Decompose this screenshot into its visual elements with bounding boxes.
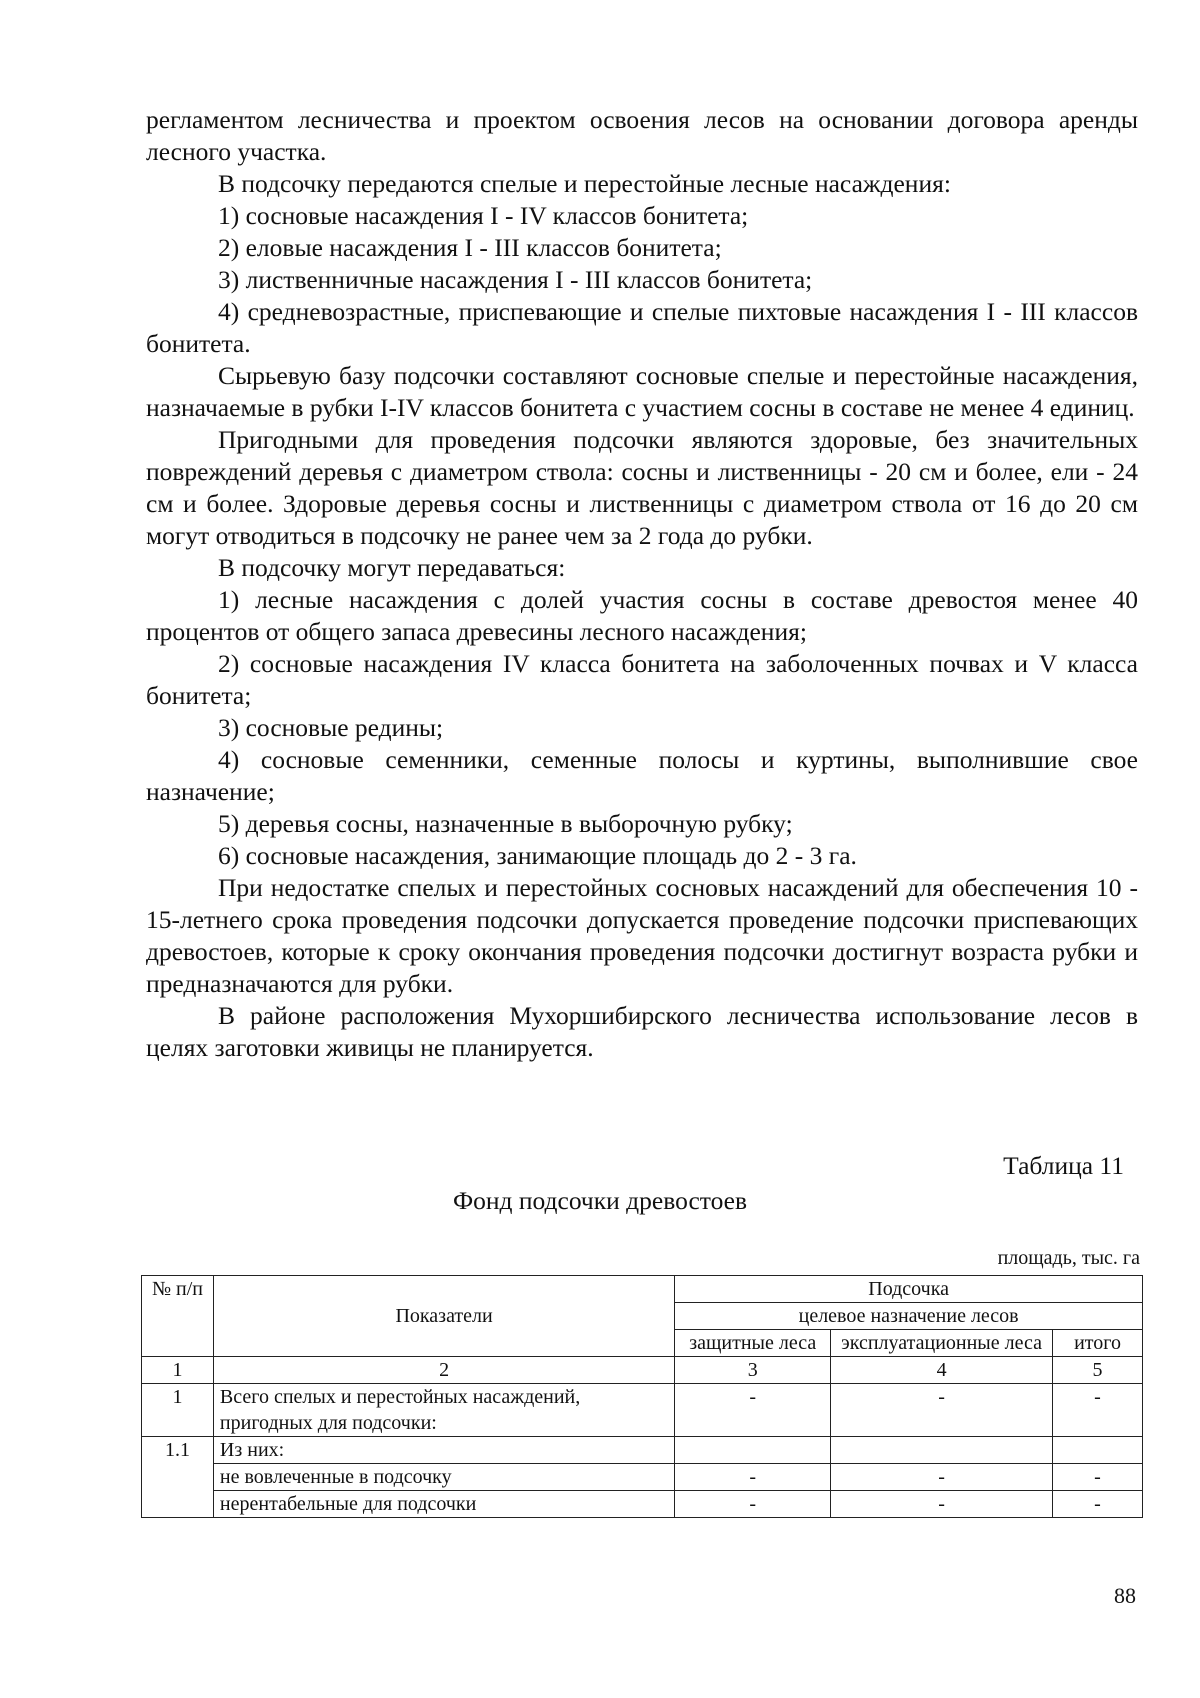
paragraph: При недостатке спелых и перестойных сосновых насаждений для обеспечения 10 - 15-летнего срока проведения подсочки допускается проведение подсочки приспевающих древостоев, которые к сроку окончания проведения подсочки достигнут возраста рубки и предназначаются для рубки. [146,873,1138,998]
list-item: 1) лесные насаждения с долей участия сосны в составе древостоя менее 40 процентов от общего запаса древесины лесного насаждения; [146,585,1138,646]
column-number-row [142,1357,1143,1384]
row-label: не вовлеченные в подсочку [213,1464,674,1491]
header-subgroup: целевое назначение лесов [675,1303,1143,1330]
column-number: 1 [142,1357,214,1384]
row-value: - [1053,1384,1143,1437]
list-item: 3) лиственничные насаждения I - III классов бонитета; [218,265,813,294]
row-value: - [1053,1464,1143,1491]
table-row [142,1384,1143,1437]
table-row [142,1437,1143,1464]
list-item: 6) сосновые насаждения, занимающие площадь до 2 - 3 га. [218,841,857,870]
table-row [142,1464,1143,1491]
paragraph: В районе расположения Мухоршибирского лесничества использование лесов в целях заготовки живицы не планируется. [146,1001,1138,1062]
row-value: - [831,1464,1053,1491]
row-value: - [831,1384,1053,1437]
row-value: - [675,1384,831,1437]
header-total: итого [1053,1330,1143,1357]
list-item: 3) сосновые редины; [218,713,444,742]
header-indicator: Показатели [213,1276,674,1357]
paragraph: В подсочку могут передаваться: [218,553,566,582]
row-num: 1 [142,1384,214,1437]
header-num: № п/п [142,1276,214,1357]
paragraph: В подсочку передаются спелые и перестойные лесные насаждения: [218,169,951,198]
row-num: 1.1 [142,1437,214,1518]
paragraph: Пригодными для проведения подсочки являются здоровые, без значительных повреждений деревья с диаметром ствола: сосны и лиственницы - 20 см и более, ели - 24 см и более. Здоровые деревья сосны и лиственницы с диаметром ствола от 16 до 20 см могут отводиться в подсочку не ранее чем за 2 года до рубки. [146,425,1138,550]
row-label: нерентабельные для подсочки [213,1491,674,1518]
list-item: 2) еловые насаждения I - III классов бонитета; [218,233,722,262]
column-number: 3 [675,1357,831,1384]
list-item: 1) сосновые насаждения I - IV классов бонитета; [218,201,749,230]
page-number: 88 [1114,1583,1136,1608]
row-label: Из них: [213,1437,674,1464]
paragraph: регламентом лесничества и проектом освоения лесов на основании договора аренды лесного участка. [146,105,1138,166]
list-item: 2) сосновые насаждения IV класса бонитета на заболоченных почвах и V класса бонитета; [146,649,1138,710]
column-number: 2 [213,1357,674,1384]
table-row [142,1491,1143,1518]
fund-table [141,1275,1143,1518]
header-protective: защитные леса [675,1330,831,1357]
row-value: - [675,1491,831,1518]
row-value [831,1437,1053,1464]
row-label: Всего спелых и перестойных насаждений, пригодных для подсочки: [213,1384,674,1437]
row-value [1053,1437,1143,1464]
row-value [675,1437,831,1464]
header-group: Подсочка [675,1276,1143,1303]
list-item: 5) деревья сосны, назначенные в выборочную рубку; [218,809,793,838]
row-value: - [1053,1491,1143,1518]
row-value: - [675,1464,831,1491]
list-item: 4) сосновые семенники, семенные полосы и куртины, выполнившие свое назначение; [146,745,1138,806]
header-exploitation: эксплуатационные леса [831,1330,1053,1357]
paragraph: Сырьевую базу подсочки составляют сосновые спелые и перестойные насаждения, назначаемые в рубки I-IV классов бонитета с участием сосны в составе не менее 4 единиц. [146,361,1138,422]
column-number: 5 [1053,1357,1143,1384]
table-units: площадь, тыс. га [997,1247,1140,1269]
table-number: Таблица 11 [1003,1151,1124,1180]
row-value: - [831,1491,1053,1518]
column-number: 4 [831,1357,1053,1384]
list-item: 4) средневозрастные, приспевающие и спелые пихтовые насаждения I - III классов бонитета. [146,297,1138,358]
body-text [146,104,1138,1064]
table-title: Фонд подсочки древостоев [452,1186,747,1215]
